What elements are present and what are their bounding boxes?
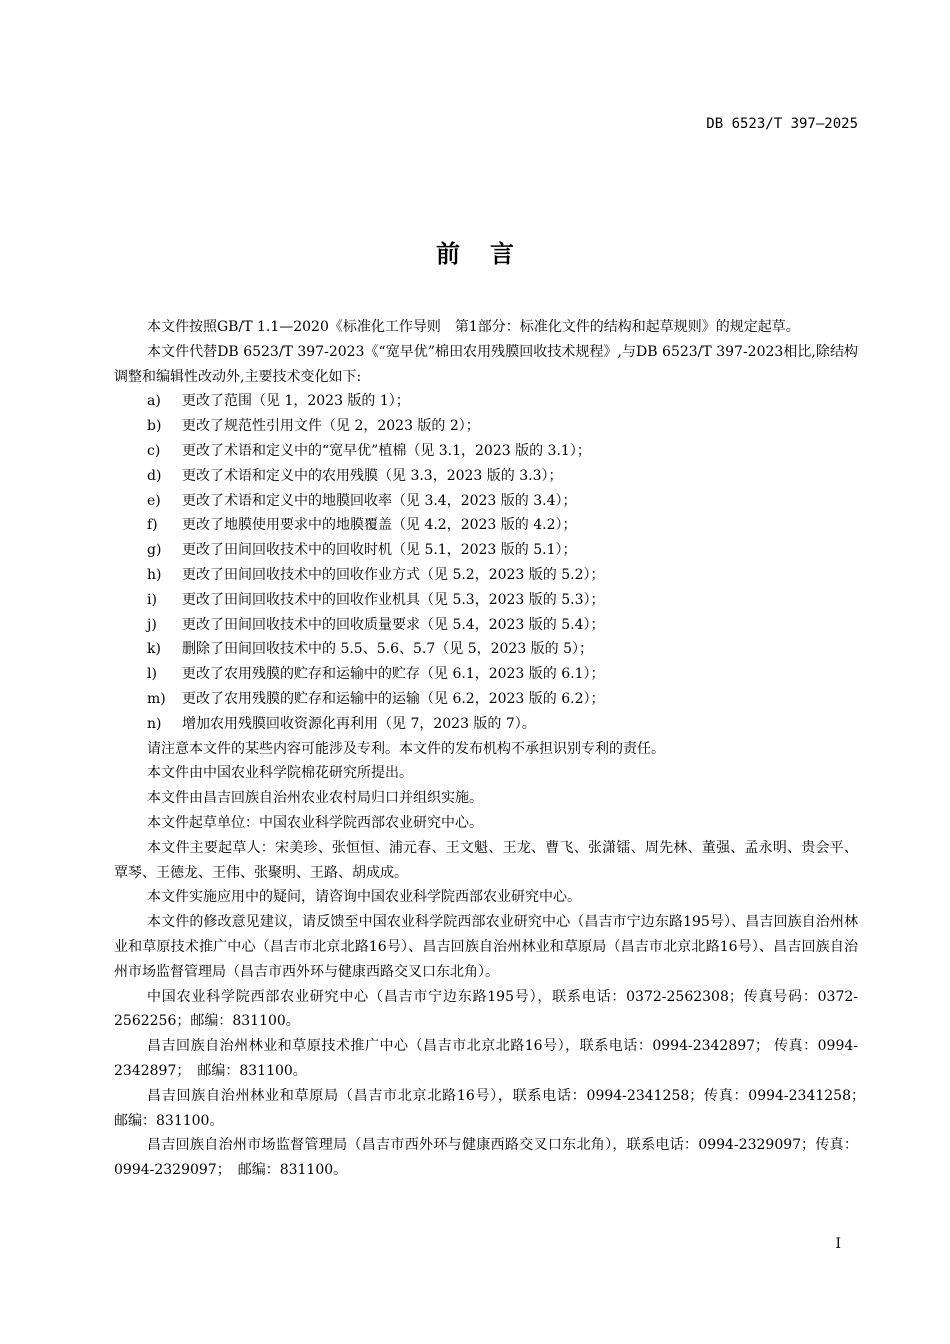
paragraph: 请注意本文件的某些内容可能涉及专利。本文件的发布机构不承担识别专利的责任。 (147, 740, 665, 757)
list-marker: d) (147, 467, 162, 484)
list-item-text: 更改了规范性引用文件（见 2，2023 版的 2）； (182, 418, 480, 435)
list-item-text: 更改了农用残膜的贮存和运输中的贮存（见 6.1，2023 版的 6.1）； (182, 666, 605, 683)
list-item-text: 更改了田间回收技术中的回收时机（见 5.1，2023 版的 5.1）； (182, 542, 577, 559)
list-marker: f) (147, 517, 158, 534)
paragraph: 昌吉回族自治州林业和草原局（昌吉市北京北路16号），联系电话：0994-2341258；传真：0994-2341258； 邮编：831100。 (114, 1087, 872, 1129)
list-item-text: 增加农用残膜回收资源化再利用（见 7，2023 版的 7）。 (182, 715, 536, 732)
paragraph: 本文件由昌吉回族自治州农业农村局归口并组织实施。 (147, 790, 483, 807)
list-item-text: 更改了术语和定义中的农用残膜（见 3.3，2023 版的 3.3）； (182, 467, 563, 484)
list-marker: n) (147, 715, 162, 732)
list-item (114, 464, 858, 489)
list-item-text: 更改了范围（见 1，2023 版的 1）； (182, 393, 410, 410)
list-item-text: 更改了田间回收技术中的回收作业机具（见 5.3，2023 版的 5.3）； (182, 591, 605, 608)
list-marker: c) (147, 442, 161, 459)
paragraph: 昌吉回族自治州林业和草原技术推广中心（昌吉市北京北路16号），联系电话：0994-2342897； 传真：0994-2342897； 邮编：831100。 (114, 1038, 858, 1079)
list-marker: l) (147, 666, 157, 683)
list-item (114, 712, 858, 737)
list-item-text: 更改了农用残膜的贮存和运输中的运输（见 6.2，2023 版的 6.2）； (182, 690, 605, 707)
list-item (114, 662, 858, 687)
list-item (114, 414, 858, 439)
list-marker: k) (147, 641, 161, 658)
paragraph: 昌吉回族自治州市场监督管理局（昌吉市西外环与健康西路交叉口东北角），联系电话：0994-2329097；传真：0994-2329097； 邮编：831100。 (114, 1137, 858, 1179)
list-item (114, 613, 858, 638)
list-marker: j) (147, 616, 157, 633)
list-item-text: 删除了田间回收技术中的 5.5、5.6、5.7（见 5，2023 版的 5）； (182, 641, 594, 658)
paragraph: 本文件代替DB 6523/T 397-2023《“宽早优”棉田农用残膜回收技术规程》,与DB 6523/T 397-2023相比,除结构调整和编辑性改动外,主要技术变化如下: (114, 343, 858, 385)
list-marker: e) (147, 492, 161, 509)
paragraph: 本文件起草单位：中国农业科学院西部农业研究中心。 (147, 814, 483, 831)
document-code: DB 6523/T 397—2025 (706, 116, 858, 132)
paragraph: 本文件实施应用中的疑问，请咨询中国农业科学院西部农业研究中心。 (147, 889, 581, 906)
page-number: I (835, 1236, 841, 1252)
foreword-body (114, 315, 872, 1183)
paragraph: 本文件主要起草人：宋美珍、张恒恒、浦元春、王文魁、王龙、曹飞、张潇镭、周先林、董强、孟永明、贵会平、覃琴、王德龙、王伟、张聚明、王路、胡成成。 (114, 839, 858, 881)
paragraph: 本文件的修改意见建议，请反馈至中国农业科学院西部农业研究中心（昌吉市宁边东路195号）、昌吉回族自治州林业和草原技术推广中心（昌吉市北京北路16号）、昌吉回族自治州林业和草原局（昌吉市北京北路16号）、昌吉回族自治州市场监督管理局（昌吉市西外环与健康西路交叉口东北角）。 (114, 914, 858, 980)
list-item (114, 439, 858, 464)
list-marker: g) (147, 542, 162, 559)
list-item-text: 更改了术语和定义中的“宽早优”植棉（见 3.1，2023 版的 3.1）； (182, 442, 591, 459)
list-item (114, 563, 858, 588)
list-item (114, 637, 858, 662)
list-item-text: 更改了田间回收技术中的回收作业方式（见 5.2，2023 版的 5.2）； (182, 566, 605, 583)
list-marker: h) (147, 566, 162, 583)
list-marker: b) (147, 418, 162, 435)
list-item-text: 更改了术语和定义中的地膜回收率（见 3.4，2023 版的 3.4）； (182, 492, 577, 509)
changes-list (114, 389, 858, 736)
list-marker: m) (147, 690, 166, 707)
list-item-text: 更改了地膜使用要求中的地膜覆盖（见 4.2，2023 版的 4.2）； (182, 517, 577, 534)
list-item (114, 489, 858, 514)
list-item (114, 389, 858, 414)
paragraph: 中国农业科学院西部农业研究中心（昌吉市宁边东路195号），联系电话：0372-2562308；传真号码：0372-2562256；邮编：831100。 (114, 988, 858, 1030)
list-item (114, 687, 858, 712)
paragraph: 本文件按照GB/T 1.1—2020《标准化工作导则 第1部分：标准化文件的结构和起草规则》的规定起草。 (147, 319, 800, 335)
list-item (114, 513, 858, 538)
list-item-text: 更改了田间回收技术中的回收质量要求（见 5.4，2023 版的 5.4）； (182, 616, 605, 633)
list-marker: i) (147, 591, 157, 608)
list-item (114, 588, 858, 613)
page-title: 前言 (436, 240, 544, 268)
list-marker: a) (147, 393, 161, 410)
paragraph: 本文件由中国农业科学院棉花研究所提出。 (147, 765, 413, 782)
list-item (114, 538, 858, 563)
